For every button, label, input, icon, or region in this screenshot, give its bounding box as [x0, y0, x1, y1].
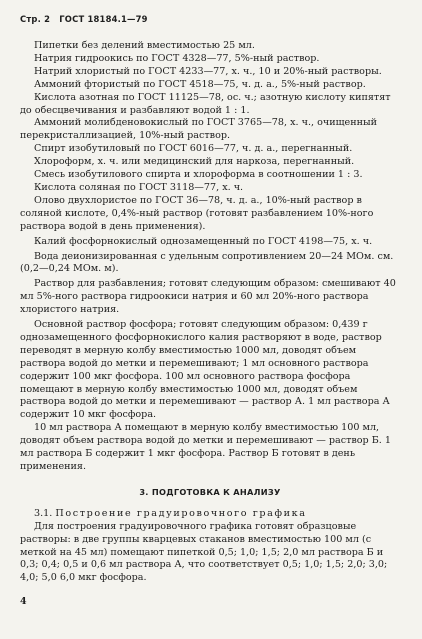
standard-number: ГОСТ 18184.1—79	[59, 14, 148, 24]
paragraph-phosphorus-stock: Основной раствор фосфора; готовят следующим образом: 0,439 г однозамещенного фосфорнокислого калия растворяют в воде, раствор переводят в мерную колбу вместимостью 1000 мл, доводят объем раствора водой до метки и перемешивают; 1 мл основного раствора содержит 100 мкг фосфора. 100 мл основного раствора фосфора помещают в мерную колбу вместимостью 1000 мл, доводят объем раствора водой до метки и перемешивают — раствор А. 1 мл раствора А содержит 10 мкг фосфора.	[20, 319, 390, 421]
paragraph-deionized-water: Вода деионизированная с удельным сопротивлением 20—24 МОм. см. (0,2—0,24 МОм. м).	[20, 250, 394, 275]
paragraph-dilution-solution: Раствор для разбавления; готовят следующим образом: смешивают 40 мл 5%-ного раствора гидроокиси натрия и 60 мл 20%-ного раствора хлористого натрия.	[20, 278, 396, 316]
subsection-title: Построение градуировочного графика	[55, 507, 307, 519]
page-footer-mark: 4	[20, 596, 27, 607]
paragraph-pipettes: Пипетки без делений вместимостью 25 мл.	[34, 40, 255, 51]
paragraph-chloroform: Хлороформ, х. ч. или медицинский для наркоза, перегнанный.	[34, 156, 355, 168]
paragraph-sodium-chloride: Натрий хлористый по ГОСТ 4233—77, х. ч., 10 и 20%-ный растворы.	[34, 65, 382, 77]
document-body	[20, 40, 400, 585]
paragraph-solution-b: 10 мл раствора А помещают в мерную колбу вместимостью 100 мл, доводят объем раствора водой до метки и перемешивают — раствор Б. 1 мл раствора Б содержит 1 мкг фосфора. Раствор Б готовят в день применения.	[20, 422, 391, 472]
page-label: Стр. 2	[20, 14, 51, 24]
paragraph-nitric-acid: Кислота азотная по ГОСТ 11125—78, ос. ч.; азотную кислоту кипятят до обесцвечивания и разбавляют водой 1 : 1.	[20, 91, 391, 116]
paragraph-hydrochloric-acid: Кислота соляная по ГОСТ 3118—77, х. ч.	[34, 181, 244, 193]
paragraph-isobutyl-alcohol: Спирт изобутиловый по ГОСТ 6016—77, ч. д. а., перегнанный.	[34, 143, 353, 155]
paragraph-potassium-phosphate: Калий фосфорнокислый однозамещенный по ГОСТ 4198—75, х. ч.	[34, 235, 373, 247]
page-header	[20, 14, 154, 24]
paragraph-ammonium-fluoride: Аммоний фтористый по ГОСТ 4518—75, ч. д. а., 5%-ный раствор.	[34, 78, 366, 90]
paragraph-calibration: Для построения градуировочного графика готовят образцовые растворы: в две группы кварцевых стаканов вместимостью 100 мл (с меткой на 45 мл) помещают пипеткой 0,5; 1,0; 1,5; 2,0 мл раствора Б и 0,3; 0,4; 0,5 и 0,6 мл раствора А, что соответствует 0,5; 1,0; 1,5; 2,0; 3,0; 4,0; 5,0 6,0 мкг фосфора.	[20, 520, 388, 584]
paragraph-ammonium-molybdate: Аммоний молибденовокислый по ГОСТ 3765—78, х. ч., очищенный перекристаллизацией, 10%-ный раствор.	[20, 117, 378, 142]
subsection-heading	[20, 508, 400, 521]
paragraph-mixture: Смесь изобутилового спирта и хлороформа в соотношении 1 : 3.	[34, 169, 363, 181]
paragraph-tin-chloride: Олово двухлористое по ГОСТ 36—78, ч. д. а., 10%-ный раствор в соляной кислоте, 0,4%-ный раствор (готовят разбавлением 10%-ного раствора водой в день применения).	[20, 194, 374, 232]
subsection-number: 3.1.	[34, 507, 53, 519]
section-title: 3. ПОДГОТОВКА К АНАЛИЗУ	[139, 486, 281, 497]
paragraph-sodium-hydroxide: Натрия гидроокись по ГОСТ 4328—77, 5%-ный раствор.	[34, 52, 320, 64]
